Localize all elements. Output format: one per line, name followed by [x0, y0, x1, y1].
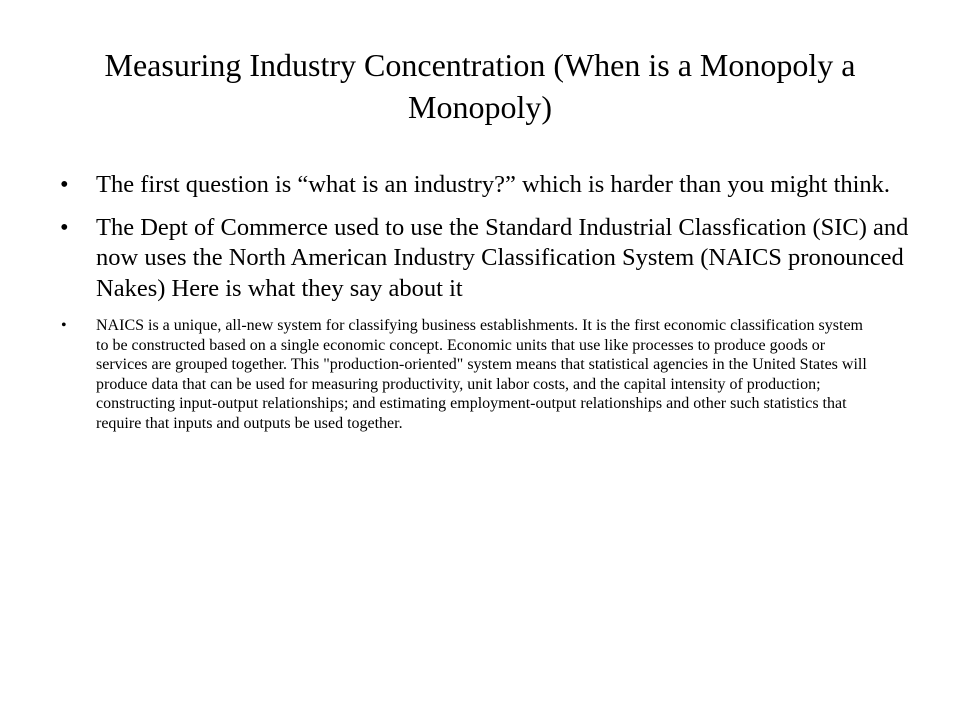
bullet-item	[56, 170, 912, 201]
bullet-list	[56, 170, 912, 433]
bullet-marker: •	[60, 213, 69, 241]
bullet-item	[56, 213, 912, 305]
slide-title: Measuring Industry Concentration (When is a Monopoly a Monopoly)	[104, 47, 856, 125]
bullet-text: NAICS is a unique, all-new system for classifying business establishments. It is the first economic classification system to be constructed based on a single economic concept. Economic units that use like processes to produce goods or services are grouped together. This "production-oriented" system means that statistical agencies in the United States will produce data that can be used for measuring productivity, unit labor costs, and the capital intensity of production; constructing input-output relationships; and estimating employment-output relationships and other such statistics that require that inputs and outputs be used together.	[96, 317, 867, 432]
bullet-item-quote	[56, 316, 912, 433]
bullet-text: The Dept of Commerce used to use the Standard Industrial Classfication (SIC) and now uses the North American Industry Classification System (NAICS pronounced Nakes) Here is what they say about it	[96, 213, 909, 302]
bullet-marker: •	[60, 171, 69, 198]
bullet-text: The first question is “what is an industry?” which is harder than you might think.	[96, 171, 891, 198]
bullet-marker: •	[61, 317, 67, 334]
